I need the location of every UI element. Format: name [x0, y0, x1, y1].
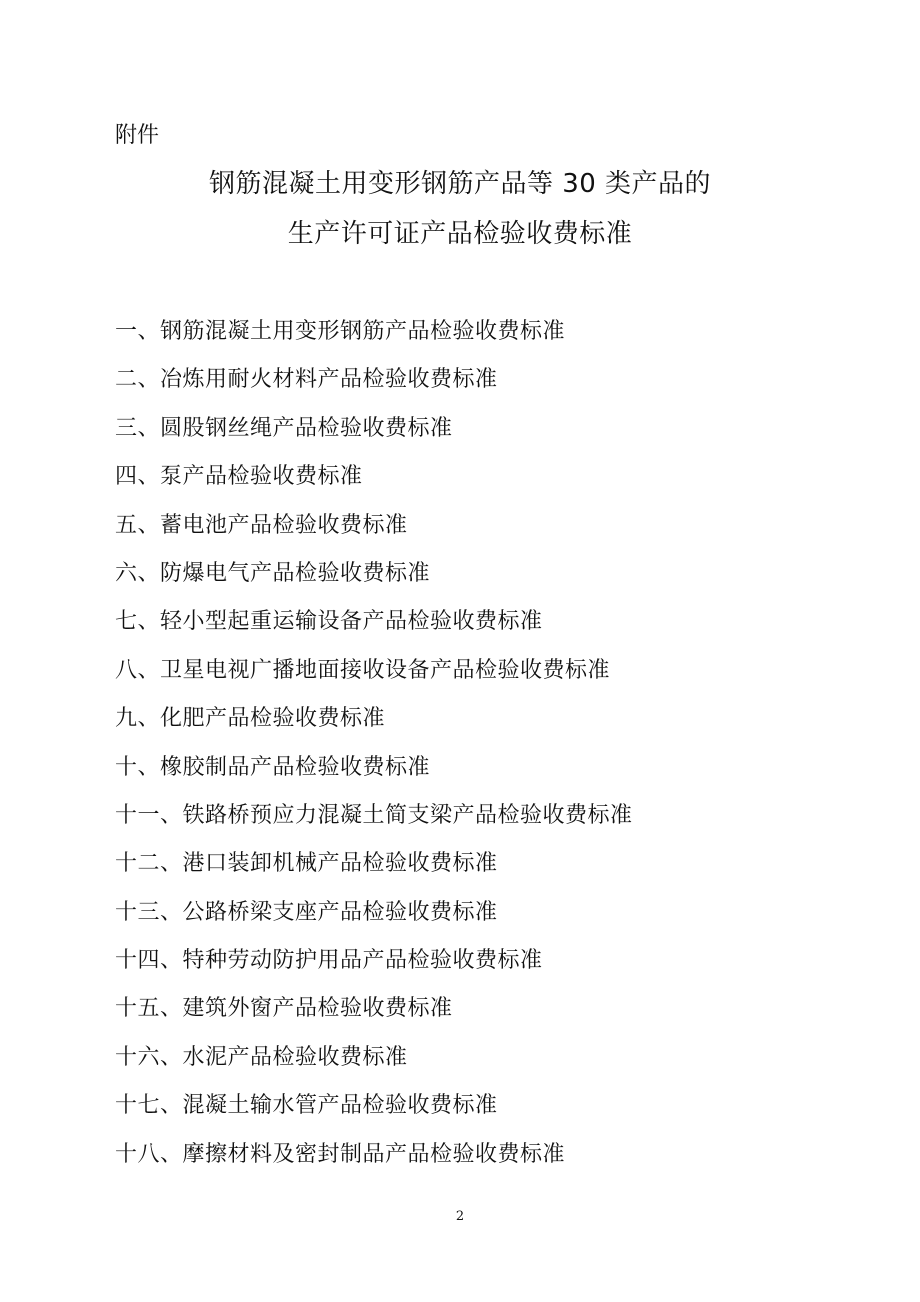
list-item: 三、圆股钢丝绳产品检验收费标准 [115, 415, 453, 441]
list-item: 十二、港口装卸机械产品检验收费标准 [115, 851, 498, 877]
document-title-line-1: 钢筋混凝土用变形钢筋产品等 30 类产品的 [208, 169, 712, 199]
list-item: 一、钢筋混凝土用变形钢筋产品检验收费标准 [115, 319, 566, 344]
document-title-line-2: 生产许可证产品检验收费标准 [287, 219, 633, 249]
standards-list [115, 308, 633, 1179]
page-number: 2 [455, 1209, 465, 1224]
list-item: 九、化肥产品检验收费标准 [115, 706, 386, 732]
attachment-label: 附件 [115, 123, 160, 148]
list-item: 二、冶炼用耐火材料产品检验收费标准 [115, 367, 498, 393]
list-item: 十八、摩擦材料及密封制品产品检验收费标准 [115, 1141, 566, 1167]
list-item: 八、卫星电视广播地面接收设备产品检验收费标准 [115, 657, 611, 683]
list-item: 十一、铁路桥预应力混凝土简支梁产品检验收费标准 [115, 802, 633, 828]
list-item: 十五、建筑外窗产品检验收费标准 [115, 996, 453, 1022]
list-item: 六、防爆电气产品检验收费标准 [115, 560, 431, 586]
list-item: 十七、混凝土输水管产品检验收费标准 [115, 1093, 498, 1119]
list-item: 十三、公路桥梁支座产品检验收费标准 [115, 899, 498, 925]
list-item: 四、泵产品检验收费标准 [115, 464, 363, 490]
list-item: 十四、特种劳动防护用品产品检验收费标准 [115, 948, 543, 974]
list-item: 十、橡胶制品产品检验收费标准 [115, 754, 431, 780]
list-item: 七、轻小型起重运输设备产品检验收费标准 [115, 609, 543, 635]
list-item: 五、蓄电池产品检验收费标准 [115, 512, 408, 538]
list-item: 十六、水泥产品检验收费标准 [115, 1044, 408, 1070]
